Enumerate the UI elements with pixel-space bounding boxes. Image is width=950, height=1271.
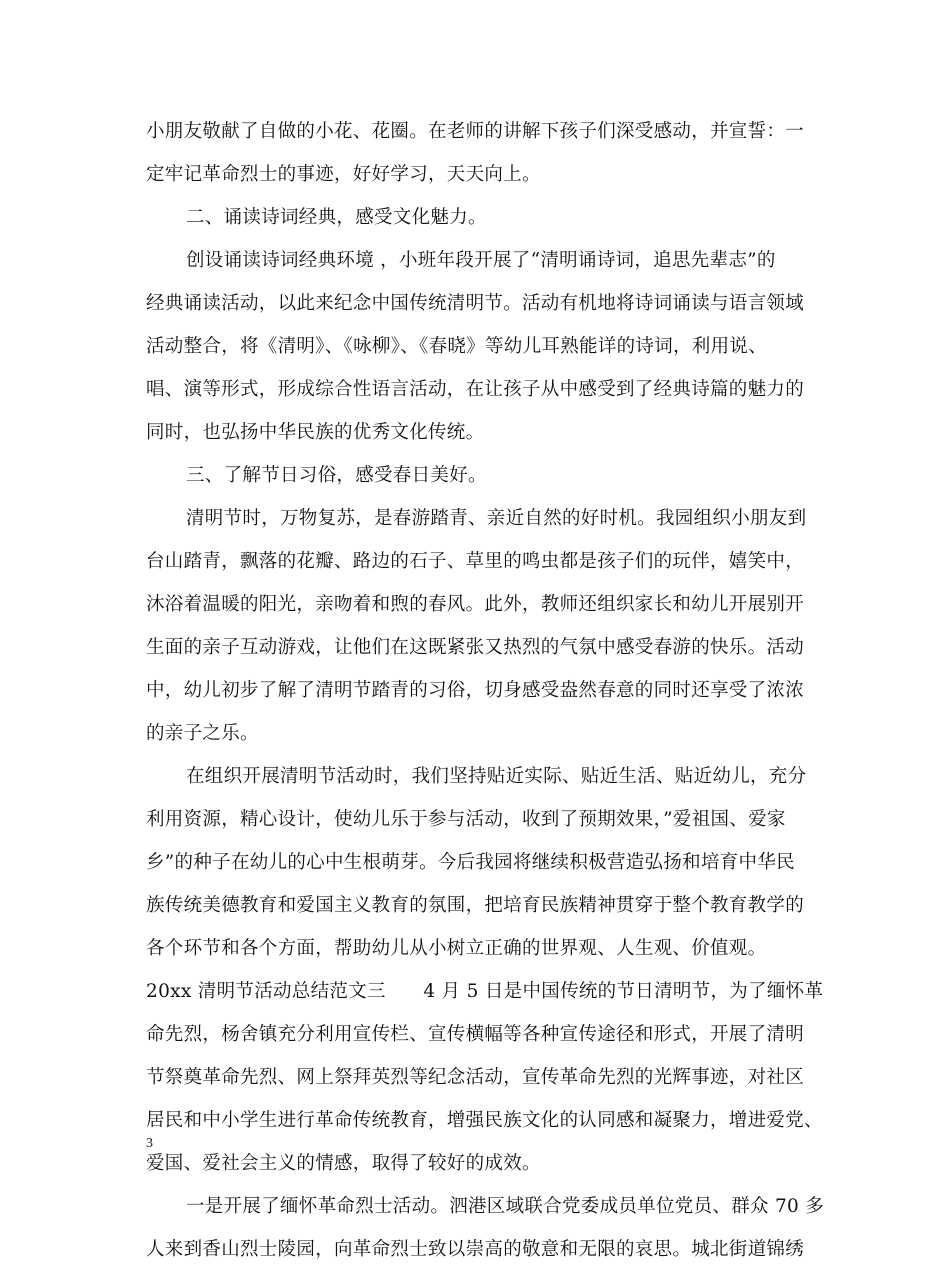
text-line: 沐浴着温暖的阳光，亲吻着和煦的春风。此外，教师还组织家长和幼儿开展别开 bbox=[146, 594, 805, 615]
text-line: 各个环节和各个方面，帮助幼儿从小树立正确的世界观、人生观、价值观。 bbox=[146, 938, 767, 959]
text-line: 利用资源，精心设计，使幼儿乐于参与活动，收到了预期效果，”爱祖国、爱家 bbox=[146, 809, 786, 830]
text-line: 乡”的种子在幼儿的心中生根萌芽。今后我园将继续积极营造弘扬和培育中华民 bbox=[146, 852, 795, 873]
text-line: 唱、演等形式，形成综合性语言活动，在让孩子从中感受到了经典诗篇的魅力的 bbox=[146, 379, 805, 400]
text-line: 的亲子之乐。 bbox=[146, 723, 259, 744]
section-heading: 三、了解节日习俗，感受春日美好。 bbox=[186, 465, 487, 486]
text-line: 爱国、爱社会主义的情感，取得了较好的成效。 bbox=[146, 1153, 541, 1174]
text-line: 小朋友敬献了自做的小花、花圈。在老师的讲解下孩子们深受感动，并宣誓：一 bbox=[146, 121, 805, 142]
text-line: 中，幼儿初步了解了清明节踏青的习俗，切身感受盎然春意的同时还享受了浓浓 bbox=[146, 680, 805, 701]
text-line: 经典诵读活动，以此来纪念中国传统清明节。活动有机地将诗词诵读与语言领域 bbox=[146, 293, 805, 314]
page-number: 3 bbox=[146, 1136, 153, 1151]
section-title-line: 20xx 清明节活动总结范文三 4 月 5 日是中国传统的节日清明节，为了缅怀革 bbox=[146, 981, 824, 1002]
text-line: 节祭奠革命先烈、网上祭拜英烈等纪念活动，宣传革命先烈的光辉事迹，对社区 bbox=[146, 1067, 805, 1088]
text-line: 同时，也弘扬中华民族的优秀文化传统。 bbox=[146, 422, 485, 443]
document-body bbox=[146, 110, 825, 1271]
text-line: 清明节时，万物复苏，是春游踏青、亲近自然的好时机。我园组织小朋友到 bbox=[186, 508, 807, 529]
text-line: 活动整合，将《清明》、《咏柳》、《春晓》等幼儿耳熟能详的诗词，利用说、 bbox=[146, 336, 768, 357]
text-line: 创设诵读诗词经典环境 ，小班年段开展了“清明诵诗词，追思先辈志”的 bbox=[186, 250, 776, 271]
text-line: 生面的亲子互动游戏，让他们在这既紧张又热烈的气氛中感受春游的快乐。活动 bbox=[146, 637, 805, 658]
text-line: 居民和中小学生进行革命传统教育，增强民族文化的认同感和凝聚力，增进爱党、 bbox=[146, 1110, 823, 1131]
section-heading: 二、诵读诗词经典，感受文化魅力。 bbox=[186, 207, 487, 228]
text-line: 命先烈，杨舍镇充分利用宣传栏、宣传横幅等各种宣传途径和形式，开展了清明 bbox=[146, 1024, 805, 1045]
text-line: 族传统美德教育和爱国主义教育的氛围，把培育民族精神贯穿于整个教育教学的 bbox=[146, 895, 805, 916]
text-line: 在组织开展清明节活动时，我们坚持贴近实际、贴近生活、贴近幼儿，充分 bbox=[186, 766, 807, 787]
text-line: 台山踏青，飘落的花瓣、路边的石子、草里的鸣虫都是孩子们的玩伴，嬉笑中， bbox=[146, 551, 805, 572]
text-line: 人来到香山烈士陵园，向革命烈士致以崇高的敬意和无限的哀思。城北街道锦绣 bbox=[146, 1239, 805, 1260]
text-line: 一是开展了缅怀革命烈士活动。泗港区域联合党委成员单位党员、群众 70 多 bbox=[186, 1196, 825, 1217]
text-line: 定牢记革命烈士的事迹，好好学习，天天向上。 bbox=[146, 164, 541, 185]
